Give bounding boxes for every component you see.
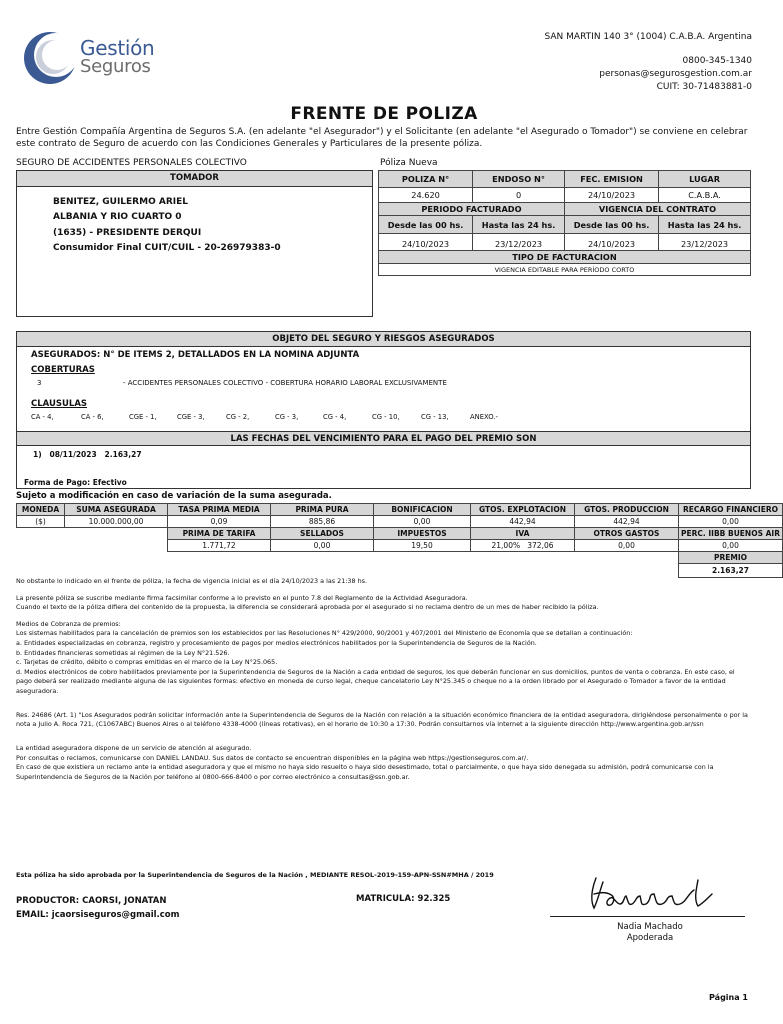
period-date: 23/12/2023	[659, 234, 751, 251]
footnote-vigencia: No obstante lo indicado en el frente de póliza, la fecha de vigencia inicial es el día 24/10/2023 a las 21:38 hs.	[16, 577, 367, 585]
company-phone: 0800-345-1340	[682, 55, 752, 66]
approval-text: Esta póliza ha sido aprobada por la Superintendencia de Seguros de la Nación , MEDIANTE RESOL-2019-159-APN-SSN#MHA / 2019	[16, 871, 494, 879]
policy-info-table	[378, 170, 751, 276]
footnote-firma	[16, 594, 751, 613]
productor-name: PRODUCTOR: CAORSI, JONATAN	[16, 896, 167, 906]
clausula-item: CG - 13,	[421, 413, 449, 421]
objeto-section	[16, 331, 751, 489]
policy-header: LUGAR	[659, 171, 751, 188]
tomador-header: TOMADOR	[17, 171, 372, 187]
premium-value: 0,00	[679, 516, 783, 528]
footnote-cobranza	[16, 620, 751, 697]
intro-text: Entre Gestión Compañía Argentina de Seguros S.A. (en adelante "el Asegurador") y el Solicitante (en adelante "el Asegurado o Tomador") se conviene en celebrar este contrato de Seguro de acuerdo con las Condiciones Generales y Particulares de la presente póliza.	[16, 127, 748, 150]
signature-image	[548, 860, 748, 920]
tomador-tax: Consumidor Final CUIT/CUIL - 20-26979383-0	[53, 242, 281, 253]
productor-email: EMAIL: jcaorsiseguros@gmail.com	[16, 910, 180, 921]
period-date: 24/10/2023	[379, 234, 473, 251]
period-date: 23/12/2023	[473, 234, 565, 251]
logo-crescent-icon	[22, 30, 78, 86]
coberturas-label: COBERTURAS	[31, 365, 95, 375]
premium-header: RECARGO FINANCIERO	[679, 504, 783, 516]
premium-header: BONIFICACION	[374, 504, 471, 516]
clausula-item: CG - 4,	[323, 413, 347, 421]
company-cuit: CUIT: 30-71483881-0	[656, 81, 752, 92]
tomador-details	[53, 195, 281, 256]
logo-text-gestion: Gestión	[80, 36, 155, 60]
policy-header: POLIZA N°	[379, 171, 473, 188]
clausula-item: CG - 2,	[226, 413, 250, 421]
clausula-item: ANEXO.-	[470, 413, 498, 421]
premium-value: 442,94	[471, 516, 575, 528]
premium-value: 0,09	[168, 516, 271, 528]
matricula: MATRICULA: 92.325	[356, 894, 451, 904]
tomador-city: (1635) - PRESIDENTE DERQUI	[53, 227, 202, 238]
footnote-atencion-a: La entidad aseguradora dispone de un servicio de atención al asegurado.	[16, 743, 252, 752]
premium-header: PRIMA DE TARIFA	[168, 528, 271, 540]
premium-header: TASA PRIMA MEDIA	[168, 504, 271, 516]
signature-line	[550, 916, 745, 917]
company-contact	[452, 33, 752, 93]
clausula-item: CGE - 3,	[177, 413, 205, 421]
company-email: personas@segurosgestion.com.ar	[599, 68, 752, 79]
footnote-cobranza-a: a. Entidades especializadas en cobranza, registro y procesamiento de pagos por medios electrónicos habilitados por la Superintendencia de Seguros de la Nación.	[16, 639, 537, 648]
footnote-atencion-b: Por consultas o reclamos, comunicarse con DANIEL LANDAU. Sus datos de contacto se encuentran disponibles en la página web https://gestionseguros.com.ar/.	[16, 753, 529, 762]
endoso-number: 0	[473, 188, 565, 203]
premio-value: 2.163,27	[679, 564, 783, 578]
premium-value: 21,00% 372,06	[471, 540, 575, 552]
tipo-facturacion-header: TIPO DE FACTURACION	[379, 251, 751, 264]
fecha-vencimiento: 1) 08/11/2023 2.163,27	[33, 450, 142, 459]
legal-footnotes	[16, 577, 751, 789]
tomador-name: BENITEZ, GUILERMO ARIEL	[53, 197, 188, 207]
clausula-item: CGE - 1,	[129, 413, 157, 421]
footnote-cobranza-d: d. Medios electrónicos de cobro habilitados previamente por la Superintendencia de Seguros de la Nación a cada entidad de seguros, los que deberán funcionar en sus domicilios, puntos de venta o cobranza. En este caso, el pago deberá ser realizado mediante alguna de las siguientes formas: efectivo en moneda de curso legal, cheque cancelatorio Ley N°25.345 o cheque no a la orden librado por el Asegurado o Tomador a favor de la entidad aseguradora.	[16, 667, 735, 696]
footnote-cobranza-title: Medios de Cobranza de premios:	[16, 619, 121, 628]
company-logo	[22, 30, 162, 90]
premium-value: 0,00	[374, 516, 471, 528]
period-sub-header: Hasta las 24 hs.	[473, 216, 565, 234]
logo-text-seguros: Seguros	[80, 56, 151, 77]
company-address: SAN MARTIN 140 3° (1004) C.A.B.A. Argentina	[544, 32, 752, 42]
sujeto-note: Sujeto a modificación en caso de variación de la suma asegurada.	[16, 491, 332, 501]
signer-name: Nadia Machado	[617, 922, 683, 932]
place: C.A.B.A.	[659, 188, 751, 203]
premium-value: 885,86	[271, 516, 374, 528]
emission-date: 24/10/2023	[564, 188, 658, 203]
clausula-item: CA - 4,	[31, 413, 54, 421]
footnote-atencion-c: En caso de que existiera un reclamo ante la entidad aseguradora y que el mismo no haya sido resuelto o haya sido desestimado, total o parcialmente, o que haya sido denegada su admisión, podrá comunicarse con la Superintendencia de Seguros de la Nación por teléfono al 0800-666-8400 o por correo electrónico a consultas@ssn.gob.ar.	[16, 763, 714, 781]
tipo-facturacion-value: VIGENCIA EDITABLE PARA PERÍODO CORTO	[379, 264, 751, 276]
forma-pago: Forma de Pago: Efectivo	[24, 478, 127, 487]
premium-value: 442,94	[575, 516, 679, 528]
insurance-type-label: SEGURO DE ACCIDENTES PERSONALES COLECTIVO	[16, 158, 247, 168]
premium-header: SELLADOS	[271, 528, 374, 540]
page-number: Página 1	[709, 993, 748, 1002]
premium-header: IMPUESTOS	[374, 528, 471, 540]
signer-role: Apoderada	[626, 933, 674, 944]
premium-value: 19,50	[374, 540, 471, 552]
premio-label: PREMIO	[679, 552, 783, 564]
productor-info	[16, 894, 180, 923]
tomador-box	[16, 170, 373, 317]
premium-header: GTOS. EXPLOTACION	[471, 504, 575, 516]
policy-header: ENDOSO N°	[473, 171, 565, 188]
policy-number: 24.620	[379, 188, 473, 203]
premium-header: MONEDA	[17, 504, 65, 516]
period-sub-header: Desde las 00 hs.	[564, 216, 658, 234]
clausula-item: CA - 6,	[81, 413, 104, 421]
premium-table	[16, 503, 780, 578]
clausulas-label: CLAUSULAS	[31, 399, 88, 409]
policy-type-label: Póliza Nueva	[380, 158, 438, 168]
premium-value: 10.000.000,00	[65, 516, 168, 528]
period-date: 24/10/2023	[564, 234, 658, 251]
premium-value: 0,00	[679, 540, 783, 552]
premium-header: IVA	[471, 528, 575, 540]
clausula-item: CG - 3,	[275, 413, 299, 421]
footnote-ssn: Res. 24686 (Art. 1) "Los Asegurados podrán solicitar información ante la Superintendencia de Seguros de la Nación con relación a la situación económico financiera de la entidad aseguradora, dirigiéndose personalmente o por la nota a Julio A. Roca 721, (C1067ABC) Buenos Aires o al teléfono 4338-4000 (líneas rotativas), en el horario de 10:30 a 17:30. Podrán consultarnos vía internet a la siguiente dirección http://www.argentina.gob.ar/ssn	[16, 710, 748, 729]
footnote-atencion	[16, 744, 751, 782]
policy-header: FEC. EMISION	[564, 171, 658, 188]
footnote-cobranza-c: c. Tarjetas de crédito, débito o compras emitidas en el marco de la Ley N°25.065.	[16, 658, 278, 667]
signer	[590, 922, 710, 944]
fechas-header: LAS FECHAS DEL VENCIMIENTO PARA EL PAGO DEL PREMIO SON	[17, 431, 750, 446]
tomador-street: ALBANIA Y RIO CUARTO 0	[53, 212, 182, 223]
footnote-cobranza-b: b. Entidades financieras sometidas al régimen de la Ley N°21.526.	[16, 648, 230, 657]
premium-header: PERC. IIBB BUENOS AIR	[679, 528, 783, 540]
premium-value: 0,00	[271, 540, 374, 552]
period-sub-header: Desde las 00 hs.	[379, 216, 473, 234]
document-title: FRENTE DE POLIZA	[290, 104, 478, 124]
clausula-item: CG - 10,	[372, 413, 400, 421]
asegurados-text: ASEGURADOS: N° DE ITEMS 2, DETALLADOS EN LA NOMINA ADJUNTA	[31, 350, 360, 360]
footnote-firma-b: Cuando el texto de la póliza difiera del contenido de la propuesta, la diferencia se considerará aprobada por el asegurado si no reclama dentro de un mes de haber recibido la póliza.	[16, 603, 599, 612]
premium-value: 1.771,72	[168, 540, 271, 552]
premium-value: 0,00	[575, 540, 679, 552]
vigencia-header: VIGENCIA DEL CONTRATO	[564, 203, 750, 216]
objeto-header: OBJETO DEL SEGURO Y RIESGOS ASEGURADOS	[17, 332, 750, 347]
premium-header: PRIMA PURA	[271, 504, 374, 516]
cobertura-text: - ACCIDENTES PERSONALES COLECTIVO - COBERTURA HORARIO LABORAL EXCLUSIVAMENTE	[123, 379, 447, 387]
cobertura-number: 3	[37, 379, 42, 387]
premium-header: SUMA ASEGURADA	[65, 504, 168, 516]
period-sub-header: Hasta las 24 hs.	[659, 216, 751, 234]
premium-header: GTOS. PRODUCCION	[575, 504, 679, 516]
footnote-cobranza-intro: Los sistemas habilitados para la cancelación de premios son los establecidos por las Resoluciones N° 429/2000, 90/2001 y 407/2001 del Ministerio de Economía que se detallan a continuación:	[16, 629, 633, 638]
periodo-facturado-header: PERIODO FACTURADO	[379, 203, 565, 216]
premium-header: OTROS GASTOS	[575, 528, 679, 540]
premium-value: ($)	[17, 516, 65, 528]
footnote-firma-a: La presente póliza se suscribe mediante firma facsimilar conforme a lo previsto en el punto 7.8 del Reglamento de la Actividad Aseguradora.	[16, 593, 468, 602]
